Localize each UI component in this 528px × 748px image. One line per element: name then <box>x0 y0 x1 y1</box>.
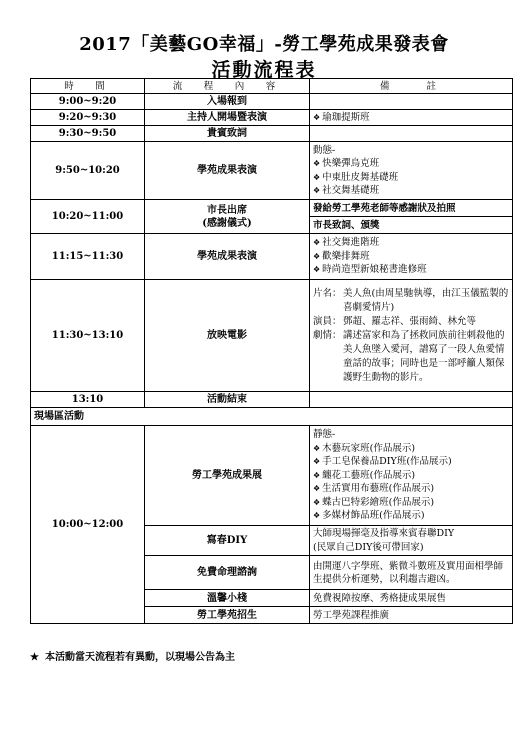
table-row <box>31 234 513 280</box>
diamond-bullet-icon: ❖ <box>313 186 321 195</box>
note-cell <box>310 142 513 200</box>
list-item: ❖ 手工皂保養品DIY班(作品展示) <box>313 456 452 468</box>
table-row <box>31 110 513 126</box>
schedule-table <box>30 78 513 624</box>
item-cell: 入場報到 <box>145 94 310 110</box>
note-cell <box>310 94 513 110</box>
list-item: ❖ 蝶古巴特彩繪班(作品展示) <box>313 496 435 508</box>
note-heading: 動態- <box>313 144 336 156</box>
note-cell: 大師現場揮毫及指導來賓春聯DIY (民眾自己DIY後可帶回家) <box>310 526 513 556</box>
diamond-bullet-icon: ❖ <box>313 443 321 453</box>
film-plot: 劇情： 講述富家和為了拯救同族前往刺殺他的美人魚墜入愛河，譜寫了一段人魚愛情童話的故事；同時也是一部呼籲人類保護野生動物的影片。 <box>313 329 505 383</box>
table-row <box>31 392 513 408</box>
column-header-time: 時 間 <box>31 79 145 94</box>
diamond-bullet-icon: ❖ <box>313 265 321 275</box>
column-header-notes: 備 註 <box>310 79 513 94</box>
list-item: ❖ 纏花工藝班(作品展示) <box>313 469 416 481</box>
table-header-row <box>31 79 513 94</box>
list-item: ❖ 社交舞基礎班 <box>313 185 380 196</box>
note-cell: 免費視障按摩、秀格捷成果展售 <box>310 590 513 607</box>
note-cell <box>310 126 513 142</box>
list-item: ❖ 多媒材飾品班(作品展示) <box>313 510 425 522</box>
item-cell: 放映電影 <box>145 280 310 392</box>
footer-note: ★ 本活動當天流程若有異動，以現場公告為主 <box>30 652 235 663</box>
table-row <box>31 426 513 526</box>
diamond-bullet-icon: ❖ <box>313 470 321 480</box>
time-cell: 9:30~9:50 <box>31 126 145 142</box>
table-row <box>31 200 513 217</box>
diamond-bullet-icon: ❖ <box>313 497 321 507</box>
table-row <box>31 94 513 110</box>
schedule-table-wrap <box>30 78 512 624</box>
document-title: 2017「美藝GO幸福」-勞工學苑成果發表會 <box>79 34 449 55</box>
list-item: ❖ 木藝玩家班(作品展示) <box>313 442 416 454</box>
time-cell: 9:00~9:20 <box>31 94 145 110</box>
diamond-bullet-icon: ❖ <box>313 238 321 248</box>
time-cell: 9:50~10:20 <box>31 142 145 200</box>
list-item: ❖ 時尚造型新娘秘書進修班 <box>313 264 427 276</box>
time-cell: 9:20~9:30 <box>31 110 145 126</box>
diamond-bullet-icon: ❖ <box>313 113 321 122</box>
note-cell <box>310 426 513 526</box>
note-heading: 靜態- <box>313 429 336 441</box>
diamond-bullet-icon: ❖ <box>313 172 321 182</box>
section-row <box>31 408 513 426</box>
document-subtitle: 活動流程表 <box>211 59 317 81</box>
item-cell: 貴賓致詞 <box>145 126 310 142</box>
diamond-bullet-icon: ❖ <box>313 159 321 168</box>
item-cell: 免費命理諮詢 <box>145 556 310 590</box>
list-item: ❖ 生活實用布藝班(作品展示) <box>313 483 435 495</box>
time-cell: 10:20~11:00 <box>31 200 145 234</box>
time-cell: 10:00~12:00 <box>31 426 145 624</box>
table-row <box>31 280 513 392</box>
time-cell: 11:15~11:30 <box>31 234 145 280</box>
star-icon: ★ <box>30 652 39 663</box>
item-cell: 勞工學苑成果展 <box>145 426 310 526</box>
list-item: ❖ 社交舞進階班 <box>313 237 380 249</box>
section-label: 現場區活動 <box>31 408 513 426</box>
item-cell: 主持人開場暨表演 <box>145 110 310 126</box>
diamond-bullet-icon: ❖ <box>313 457 321 467</box>
list-item: ❖ 中東肚皮舞基礎班 <box>313 171 399 183</box>
time-cell: 13:10 <box>31 392 145 408</box>
table-row <box>31 126 513 142</box>
note-cell: 勞工學苑課程推廣 <box>310 607 513 624</box>
note-cell: 發給勞工學苑老師等感謝狀及拍照 <box>310 200 513 217</box>
note-cell <box>310 392 513 408</box>
column-header-content: 流 程 內 容 <box>145 79 310 94</box>
table-row <box>31 142 513 200</box>
time-cell: 11:30~13:10 <box>31 280 145 392</box>
note-cell: ❖ 瑜珈提斯班 <box>310 110 513 126</box>
note-cell <box>310 234 513 280</box>
item-cell: 勞工學苑招生 <box>145 607 310 624</box>
list-item: ❖ 歡樂排舞班 <box>313 250 370 262</box>
film-title: 片名： 美人魚(由周星馳執導，由江玉儀監製的喜劇愛情片) <box>313 287 509 313</box>
item-cell: 溫馨小棧 <box>145 590 310 607</box>
item-cell: 活動結束 <box>145 392 310 408</box>
diamond-bullet-icon: ❖ <box>313 511 321 521</box>
note-cell <box>310 280 513 392</box>
item-cell: 市長出席 (感謝儀式) <box>145 200 310 234</box>
diamond-bullet-icon: ❖ <box>313 484 321 494</box>
item-cell: 學苑成果表演 <box>145 142 310 200</box>
film-cast: 演員： 鄧超、羅志祥、張雨綺、林允等 <box>313 315 477 327</box>
note-cell: 由開運八字學班、紫微斗數班及實用面相學師生提供分析運勢，以利趨吉避凶。 <box>310 556 513 590</box>
item-cell: 學苑成果表演 <box>145 234 310 280</box>
note-cell: 市長致詞、頒獎 <box>310 217 513 234</box>
diamond-bullet-icon: ❖ <box>313 251 321 261</box>
list-item: ❖ 快樂彈烏克班 <box>313 158 380 169</box>
item-cell: 寫春DIY <box>145 526 310 556</box>
